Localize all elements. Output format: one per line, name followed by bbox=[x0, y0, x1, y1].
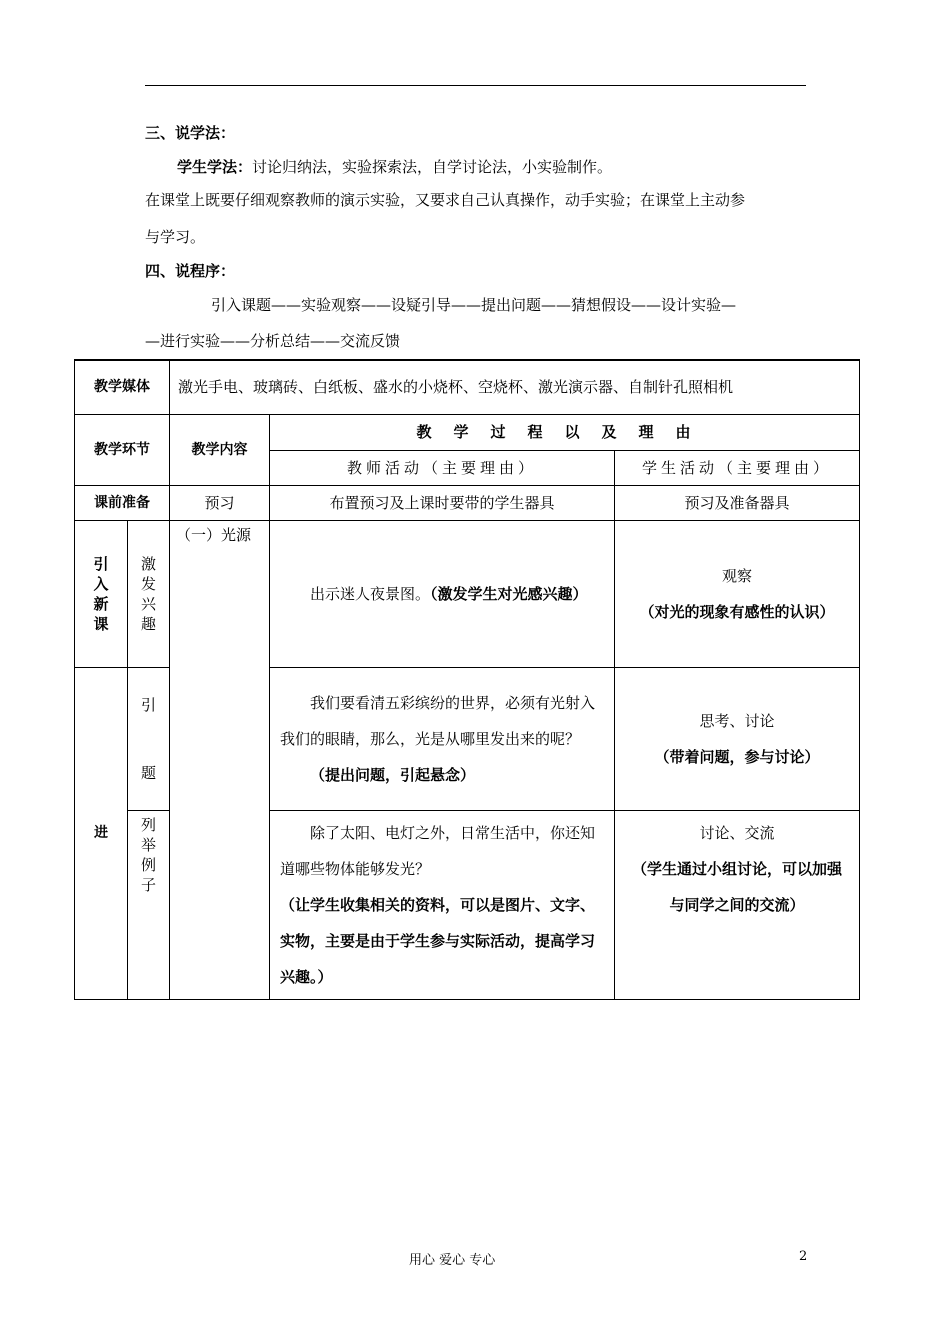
study-methods-line bbox=[177, 157, 612, 177]
interest-student-text: 观察 bbox=[722, 566, 753, 585]
interest-row bbox=[75, 520, 860, 667]
interest-sub-cell bbox=[128, 520, 170, 667]
page-number: 2 bbox=[799, 1249, 808, 1264]
jin-stage-cell: 进 bbox=[75, 667, 128, 999]
sub-char: 引 bbox=[140, 695, 156, 714]
student-activity-header: 学生活动（主要理由） bbox=[615, 450, 860, 485]
examples-student-text: 讨论、交流 bbox=[699, 823, 775, 842]
sub-char: 例 bbox=[140, 855, 156, 874]
question-student-reason: （带着问题，参与讨论） bbox=[654, 747, 820, 766]
sub-char: 发 bbox=[140, 574, 156, 593]
prep-teacher: 布置预习及上课时要带的学生器具 bbox=[270, 485, 615, 520]
prep-row bbox=[75, 485, 860, 520]
intro-stage-cell bbox=[75, 520, 128, 667]
examples-sub-cell bbox=[128, 810, 170, 999]
intro-char: 入 bbox=[93, 574, 109, 593]
media-text: 激光手电、玻璃砖、白纸板、盛水的小烧杯、空烧杯、激光演示器、自制针孔照相机 bbox=[170, 360, 860, 414]
sub-char: 子 bbox=[140, 875, 156, 894]
media-row bbox=[75, 360, 860, 414]
procedure-line-2: —进行实验——分析总结——交流反馈 bbox=[145, 332, 401, 350]
study-para-line-1: 在课堂上既要仔细观察教师的演示实验，又要求自己认真操作，动手实验；在课堂上主动参 bbox=[145, 191, 746, 209]
teacher-activity-header: 教师活动（主要理由） bbox=[270, 450, 615, 485]
question-student-text: 思考、讨论 bbox=[699, 711, 775, 730]
examples-teacher-reason: （让学生收集相关的资料，可以是图片、文字、实物，主要是由于学生参与实际活动，提高学习兴趣。） bbox=[280, 895, 596, 986]
content-header: 教学内容 bbox=[170, 414, 270, 485]
header-row-1 bbox=[75, 414, 860, 450]
examples-student bbox=[615, 810, 860, 999]
interest-teacher-reason: （激发学生对光感兴趣） bbox=[430, 584, 588, 603]
procedure-line-1: 引入课题——实验观察——设疑引导——提出问题——猜想假设——设计实验— bbox=[211, 296, 737, 314]
examples-teacher bbox=[270, 810, 615, 999]
interest-student bbox=[615, 520, 860, 667]
header-rule bbox=[145, 85, 806, 86]
sub-char: 趣 bbox=[140, 614, 156, 633]
interest-teacher-text: 出示迷人夜景图。 bbox=[310, 584, 431, 603]
study-methods-text: 讨论归纳法，实验探索法，自学讨论法，小实验制作。 bbox=[252, 158, 613, 176]
sub-char: 题 bbox=[140, 763, 156, 782]
study-para-line-2: 与学习。 bbox=[145, 228, 206, 246]
prep-student: 预习及准备器具 bbox=[615, 485, 860, 520]
sub-char: 激 bbox=[140, 554, 156, 573]
examples-teacher-text: 除了太阳、电灯之外，日常生活中，你还知道哪些物体能够发光？ bbox=[280, 823, 596, 878]
lesson-plan-table bbox=[74, 359, 860, 1000]
study-methods-label: 学生学法： bbox=[177, 158, 253, 176]
question-student bbox=[615, 667, 860, 810]
question-sub-cell bbox=[128, 667, 170, 810]
interest-student-reason: （对光的现象有感性的认识） bbox=[639, 602, 835, 621]
question-teacher-reason: （提出问题，引起悬念） bbox=[310, 765, 476, 784]
section-4-heading: 四、说程序： bbox=[145, 262, 236, 280]
content-source: （一）光源 bbox=[170, 520, 270, 999]
sub-char: 兴 bbox=[140, 594, 156, 613]
question-teacher bbox=[270, 667, 615, 810]
process-header: 教学过程以及理由 bbox=[270, 414, 860, 450]
question-teacher-text: 我们要看清五彩缤纷的世界，必须有光射入我们的眼睛，那么，光是从哪里发出来的呢？ bbox=[280, 693, 596, 748]
intro-char: 引 bbox=[93, 554, 109, 573]
footer-motto: 用心 爱心 专心 bbox=[409, 1253, 496, 1268]
intro-char: 课 bbox=[93, 614, 109, 633]
stage-header: 教学环节 bbox=[75, 414, 170, 485]
intro-char: 新 bbox=[93, 594, 109, 613]
examples-student-reason: （学生通过小组讨论，可以加强与同学之间的交流） bbox=[632, 859, 843, 914]
sub-char: 列 bbox=[140, 815, 156, 834]
media-label: 教学媒体 bbox=[75, 360, 170, 414]
prep-content: 预习 bbox=[170, 485, 270, 520]
prep-stage: 课前准备 bbox=[75, 485, 170, 520]
interest-teacher bbox=[270, 520, 615, 667]
section-3-heading: 三、说学法： bbox=[145, 124, 236, 142]
sub-char: 举 bbox=[140, 835, 156, 854]
